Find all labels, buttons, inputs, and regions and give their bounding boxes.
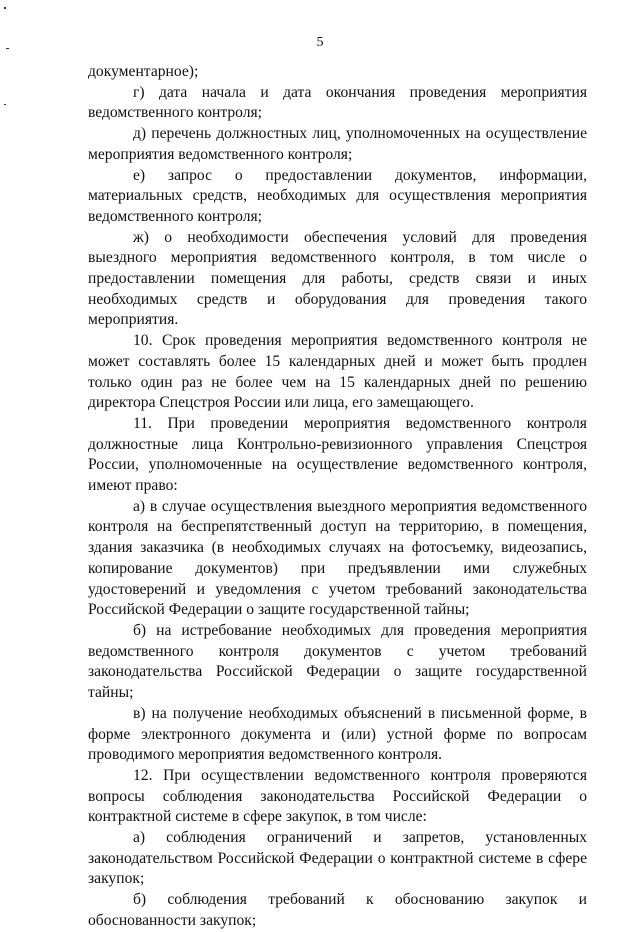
scan-speck: [4, 7, 6, 9]
paragraph-item-zh: ж) о необходимости обеспечения условий для проведения выездного мероприятия ведомственного контроля, в том числе о предоставлении помещения для работы, средств связи и иных необходимых средств и оборудования для проведения такого мероприятия.: [88, 228, 587, 329]
paragraph-clause-10: 10. Срок проведения мероприятия ведомственного контроля не может составлять более 15 календарных дней и может быть продлен только один раз не более чем на 15 календарных дней по решению директора Спецстроя России или лица, его замещающего.: [88, 332, 587, 412]
paragraph-clause-12-b: б) соблюдения требований к обоснованию закупок и обоснованности закупок;: [88, 891, 587, 929]
paragraph-clause-12: 12. При осуществлении ведомственного контроля проверяются вопросы соблюдения законодательства Российской Федерации о контрактной системе в сфере закупок, в том числе:: [88, 766, 587, 826]
paragraph-clause-11-a: а) в случае осуществления выездного мероприятия ведомственного контроля на беспрепятственный доступ на территорию, в помещения, здания заказчика (в необходимых случаях на фотосъемку, видеозапись, копирование документов) при предъявлении ими служебных удостоверений и уведомления с учетом требований законодательства Российской Федерации о защите государственной тайны;: [88, 497, 587, 619]
paragraph-clause-11-b: б) на истребование необходимых для проведения мероприятия ведомственного контроля документов с учетом требований законодательства Российской Федерации о защите государственной тайны;: [88, 621, 587, 702]
paragraph-item-g: г) дата начала и дата окончания проведения мероприятия ведомственного контроля;: [88, 83, 587, 122]
paragraph-clause-11: 11. При проведении мероприятия ведомственного контроля должностные лица Контрольно-ревизионного управления Спецстроя России, уполномоченные на осуществление ведомственного контроля, имеют право:: [88, 414, 587, 495]
paragraph-item-d: д) перечень должностных лиц, уполномоченных на осуществление мероприятия ведомственного контроля;: [88, 125, 587, 163]
paragraph-clause-11-v: в) на получение необходимых объяснений в письменной форме, в форме электронного документа и (или) устной форме по вопросам проводимого мероприятия ведомственного контроля.: [88, 704, 587, 764]
paragraph-clause-12-a: а) соблюдения ограничений и запретов, установленных законодательством Российской Федерации о контрактной системе в сфере закупок;: [88, 829, 587, 888]
paragraph-item-e: е) запрос о предоставлении документов, информации, материальных средств, необходимых для осуществления мероприятия ведомственного контроля;: [88, 166, 587, 225]
paragraph-continuation: документарное);: [88, 63, 199, 80]
page-number: 5: [316, 35, 324, 50]
document-body: [88, 62, 587, 932]
scan-speck: [4, 104, 6, 105]
